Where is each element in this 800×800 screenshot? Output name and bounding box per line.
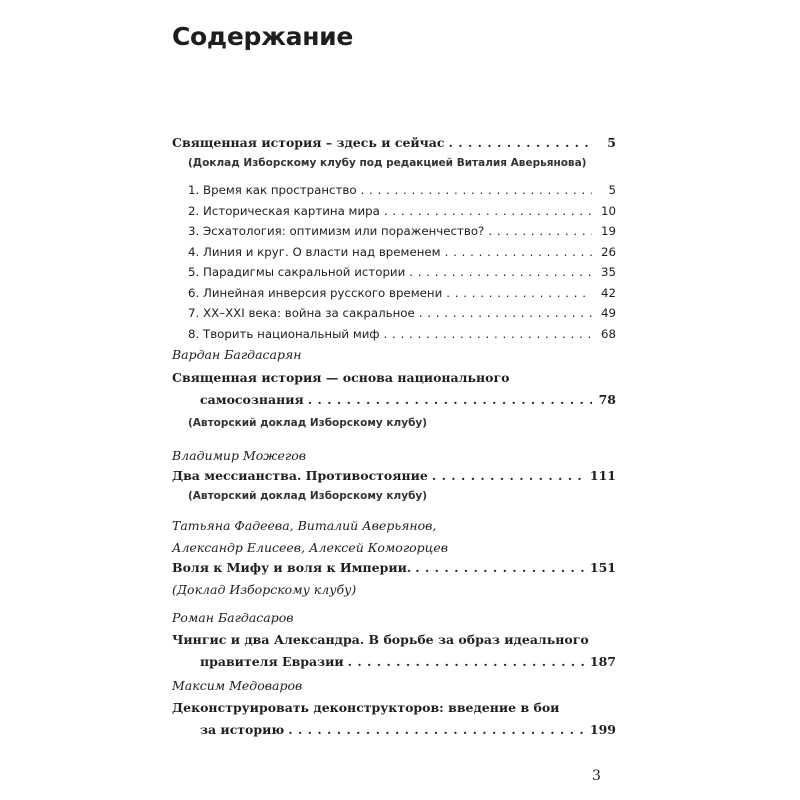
entry-title: Воля к Мифу и воля к Империи. [172, 560, 412, 575]
entry-title: 5. Парадигмы сакральной истории [188, 265, 406, 279]
leader-dots [308, 390, 592, 410]
entry-author: Вардан Багдасарян [172, 347, 302, 362]
entry-page: 26 [600, 244, 616, 259]
entry-page: 42 [600, 285, 616, 300]
entry-title-cont: самосознания [200, 392, 304, 407]
entry-page: 111 [589, 468, 616, 483]
toc-entry [200, 652, 616, 672]
toc-entry [200, 720, 616, 740]
entry-title: 2. Историческая картина мира [188, 203, 380, 218]
toc-subentry [188, 201, 616, 221]
toc-subentry [188, 262, 616, 282]
entry-title: 3. Эсхатология: оптимизм или пораженчество? [188, 224, 485, 238]
page-number: 3 [592, 768, 601, 784]
entry-page: 187 [589, 654, 616, 669]
leader-dots [488, 221, 592, 241]
leader-dots [449, 133, 592, 153]
toc-subentry [188, 324, 616, 344]
entry-page: 5 [607, 135, 616, 150]
entry-title: Два мессианства. Противостояние [172, 468, 428, 483]
toc-entry [172, 133, 616, 153]
entry-note: (Доклад Изборскому клубу под редакцией Виталия Аверьянова) [188, 157, 587, 169]
leader-dots [409, 262, 592, 282]
entry-page: 68 [600, 326, 616, 341]
entry-title-cont: за историю [200, 722, 285, 737]
entry-title: Чингис и два Александра. В борьбе за образ идеального [172, 632, 589, 647]
entry-page: 49 [600, 306, 616, 320]
entry-author: Владимир Можегов [172, 448, 307, 463]
toc-subentry [188, 283, 616, 303]
entry-page: 151 [589, 560, 616, 575]
toc-entry [172, 558, 616, 578]
entry-author: Роман Багдасаров [172, 610, 294, 625]
leader-dots [384, 324, 593, 344]
leader-dots [432, 466, 586, 486]
leader-dots [361, 180, 592, 200]
page-title: Содержание [172, 22, 354, 51]
entry-title: Деконструировать деконструкторов: введение в бои [172, 700, 560, 715]
entry-note: (Авторский доклад Изборскому клубу) [188, 417, 428, 429]
leader-dots [445, 242, 592, 262]
leader-dots [384, 201, 592, 221]
entry-title: 7. XX–XXI века: война за сакральное [188, 306, 415, 320]
entry-author: Максим Медоваров [172, 678, 303, 693]
leader-dots [419, 303, 592, 323]
toc-subentry [188, 303, 616, 323]
entry-title: Священная история — основа национального [172, 370, 510, 385]
leader-dots [415, 558, 586, 578]
leader-dots [288, 720, 586, 740]
entry-title: Священная история – здесь и сейчас [172, 135, 445, 150]
toc-subentry [188, 180, 616, 200]
toc-subentry [188, 242, 616, 262]
entry-page: 19 [600, 224, 616, 238]
entry-title: 8. Творить национальный миф [188, 326, 380, 341]
entry-note: (Доклад Изборскому клубу) [172, 582, 357, 597]
toc-subentry [188, 221, 616, 241]
entry-title-cont: правителя Евразии [200, 654, 344, 669]
entry-author: Александр Елисеев, Алексей Комогорцев [172, 540, 449, 555]
entry-author: Татьяна Фадеева, Виталий Аверьянов, [172, 518, 437, 533]
entry-page: 78 [598, 392, 616, 407]
entry-note: (Авторский доклад Изборскому клубу) [188, 490, 428, 502]
entry-page: 5 [608, 183, 616, 197]
leader-dots [348, 652, 586, 672]
entry-page: 10 [600, 203, 616, 218]
toc-entry [172, 466, 616, 486]
entry-page: 199 [589, 722, 616, 737]
entry-title: 1. Время как пространство [188, 183, 357, 197]
entry-page: 35 [600, 265, 616, 279]
leader-dots [446, 283, 592, 303]
toc-entry [200, 390, 616, 410]
entry-title: 4. Линия и круг. О власти над временем [188, 244, 441, 259]
entry-title: 6. Линейная инверсия русского времени [188, 285, 443, 300]
